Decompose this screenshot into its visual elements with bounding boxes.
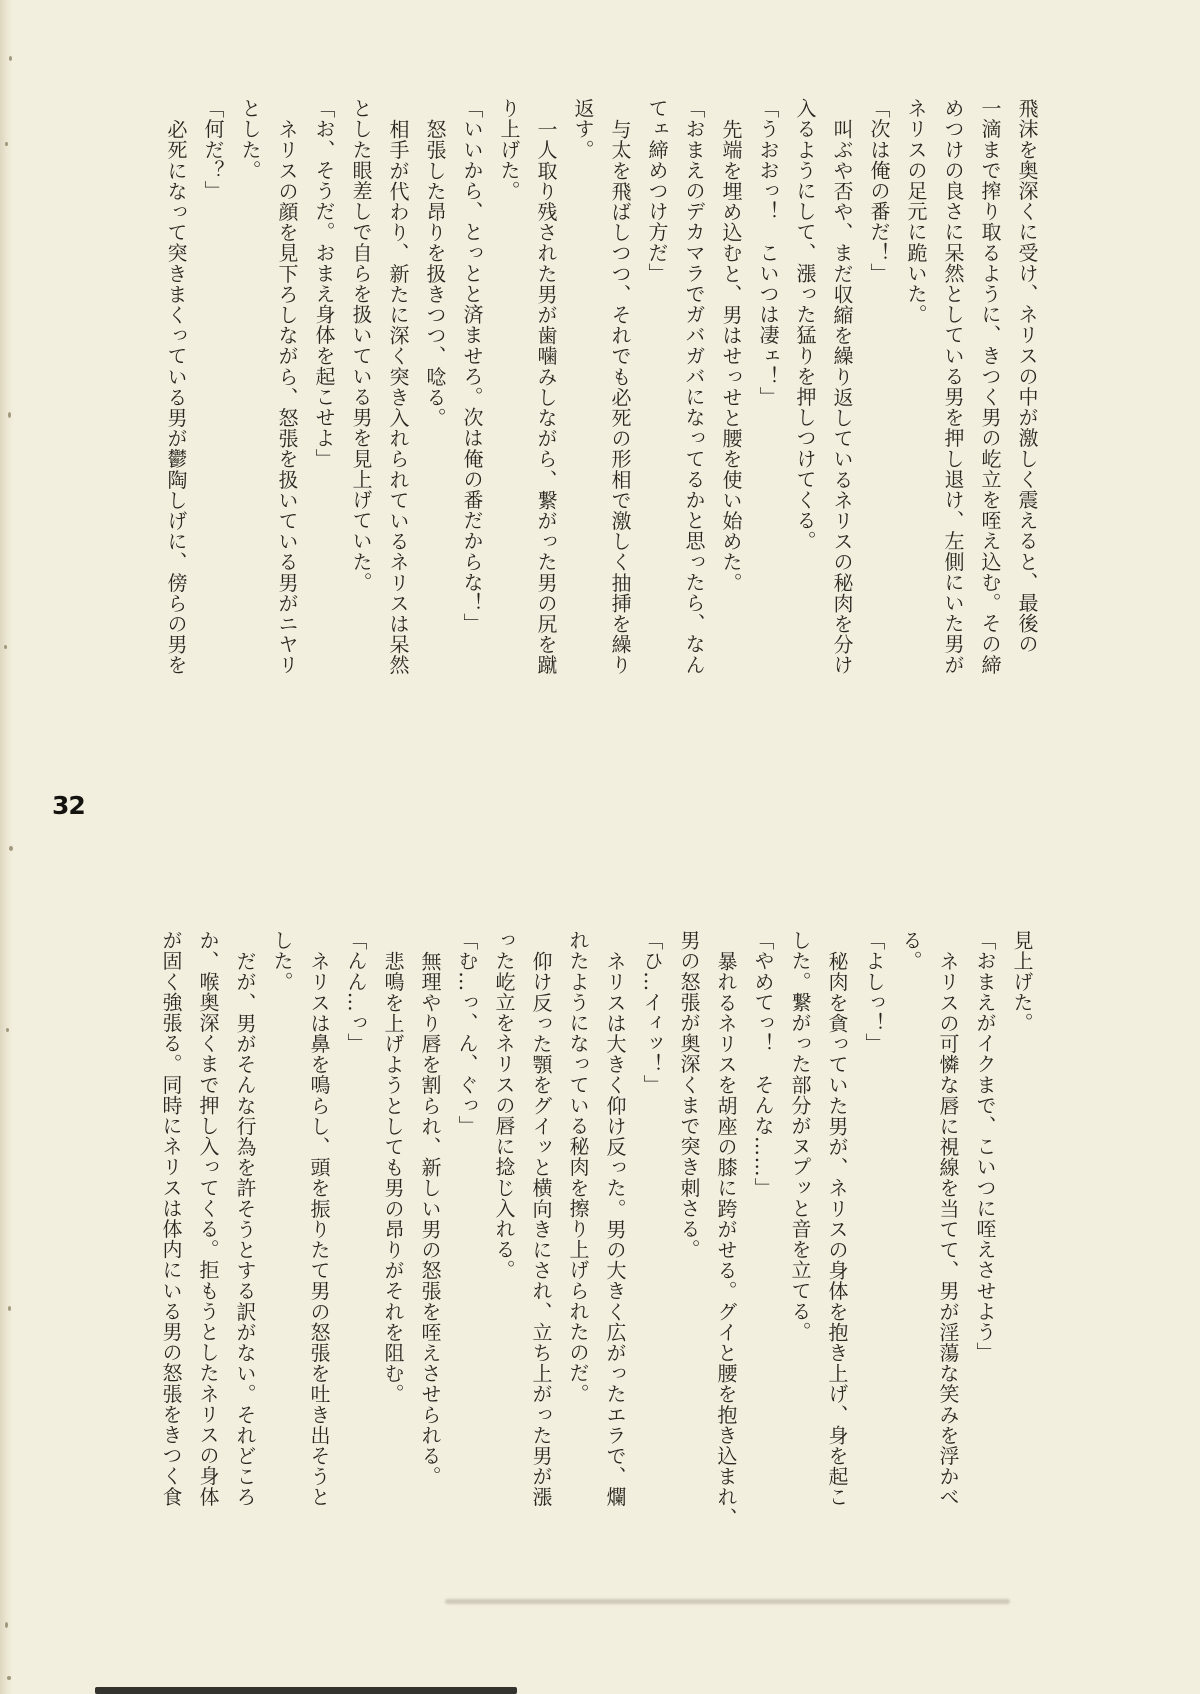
scan-speck (8, 412, 11, 418)
text-line: 「ひ…イィッ！」 (640, 930, 664, 1095)
text-line: 男の怒張が奥深くまで突き刺さる。 (677, 930, 701, 1260)
text-line: 「む…っ、ん、ぐっ」 (455, 930, 479, 1136)
scan-speck (4, 645, 7, 649)
scan-speck (8, 1306, 11, 1311)
scan-speck (5, 1622, 8, 1628)
text-line: 怒張した昂りを扱きつつ、唸る。 (423, 119, 447, 428)
text-line: る。 (899, 930, 923, 972)
text-line: ネリスの顔を見下ろしながら、怒張を扱いている男がニヤリ (275, 119, 299, 676)
text-line: とした。 (238, 98, 262, 181)
text-line: した。繋がった部分がヌプッと音を立てる。 (788, 930, 812, 1342)
text-line: り上げた。 (497, 98, 521, 201)
text-line: 相手が代わり、新たに深く突き入れられているネリスは呆然 (386, 119, 410, 676)
text-line: 飛沫を奥深くに受け、ネリスの中が激しく震えると、最後の (1015, 98, 1039, 655)
text-line: 「よしっ！」 (862, 930, 886, 1054)
text-line: 一人取り残された男が歯噛みしながら、繋がった男の尻を蹴 (534, 119, 558, 676)
text-line: だが、男がそんな行為を許そうとする訳がない。それどころ (233, 951, 257, 1508)
text-line: ネリスの足元に跪いた。 (904, 98, 928, 325)
text-line: 叫ぶや否や、まだ収縮を繰り返しているネリスの秘肉を分け (830, 119, 854, 676)
text-line: 秘肉を貪っていた男が、ネリスの身体を抱き上げ、身を起こ (825, 951, 849, 1508)
text-line: 「おまえのデカマラでガバガバになってるかと思ったら、なん (682, 98, 706, 675)
scan-speck (7, 1676, 11, 1680)
text-line: 暴れるネリスを胡座の膝に跨がせる。グイと腰を抱き込まれ、 (714, 951, 738, 1528)
text-line: ネリスは大きく仰け反った。男の大きく広がったエラで、爛 (603, 951, 627, 1508)
text-line: 必死になって突きまくっている男が鬱陶しげに、傍らの男を (164, 119, 188, 676)
text-line: 「次は俺の番だ！」 (867, 98, 891, 284)
text-line: 「いいから、とっとと済ませろ。次は俺の番だからな！」 (460, 98, 484, 634)
scan-speck (6, 1028, 9, 1032)
text-line: 見上げた。 (1010, 930, 1034, 1033)
text-line: 仰け反った顎をグイッと横向きにされ、立ち上がった男が漲 (529, 951, 553, 1508)
text-line: とした眼差しで自らを扱いている男を見上げていた。 (349, 98, 373, 593)
scan-artifact-bar (95, 1687, 517, 1694)
text-line: 入るようにして、漲った猛りを押しつけてくる。 (793, 98, 817, 552)
text-line: ネリスの可憐な唇に視線を当てて、男が淫蕩な笑みを浮かべ (936, 951, 960, 1508)
scan-speck (9, 846, 13, 851)
text-line: ネリスは鼻を鳴らし、頭を振りたて男の怒張を吐き出そうと (307, 951, 331, 1508)
text-line: 先端を埋め込むと、男はせっせと腰を使い始めた。 (719, 119, 743, 593)
text-line: った屹立をネリスの唇に捻じ入れる。 (492, 930, 516, 1281)
text-line: 「おまえがイクまで、こいつに咥えさせよう」 (973, 930, 997, 1363)
text-line: か、喉奥深くまで押し入ってくる。拒もうとしたネリスの身体 (196, 930, 220, 1507)
text-line: 「何だ？」 (201, 98, 225, 201)
text-line: 一滴まで搾り取るように、きつく男の屹立を咥え込む。その締 (978, 98, 1002, 675)
text-line: 「お、そうだ。おまえ身体を起こせよ」 (312, 98, 336, 469)
text-line: 返す。 (571, 98, 595, 160)
page-number: 32 (52, 791, 85, 820)
text-line: めつけの良さに呆然としている男を押し退け、左側にいた男が (941, 98, 965, 675)
text-line: てェ締めつけ方だ」 (645, 98, 669, 284)
text-line: 「やめてっ！ そんな……」 (751, 930, 775, 1198)
text-line: 「んん…っ」 (344, 930, 368, 1054)
scan-speck (5, 142, 8, 146)
scan-smudge-line (445, 1599, 1010, 1604)
text-line: 与太を飛ばしつつ、それでも必死の形相で激しく抽挿を繰り (608, 119, 632, 676)
text-line: した。 (270, 930, 294, 992)
text-line: 悲鳴を上げようとしても男の昂りがそれを阻む。 (381, 951, 405, 1405)
text-line: 「うおおっ！ こいつは凄ェ！」 (756, 98, 780, 407)
text-line: れたようになっている秘肉を擦り上げられたのだ。 (566, 930, 590, 1404)
bottom-text-block (152, 930, 1040, 1545)
scan-speck (9, 56, 12, 61)
text-line: 無理やり唇を割られ、新しい男の怒張を咥えさせられる。 (418, 951, 442, 1487)
text-line: が固く強張る。同時にネリスは体内にいる男の怒張をきつく食 (159, 930, 183, 1507)
top-text-block (157, 98, 1045, 688)
